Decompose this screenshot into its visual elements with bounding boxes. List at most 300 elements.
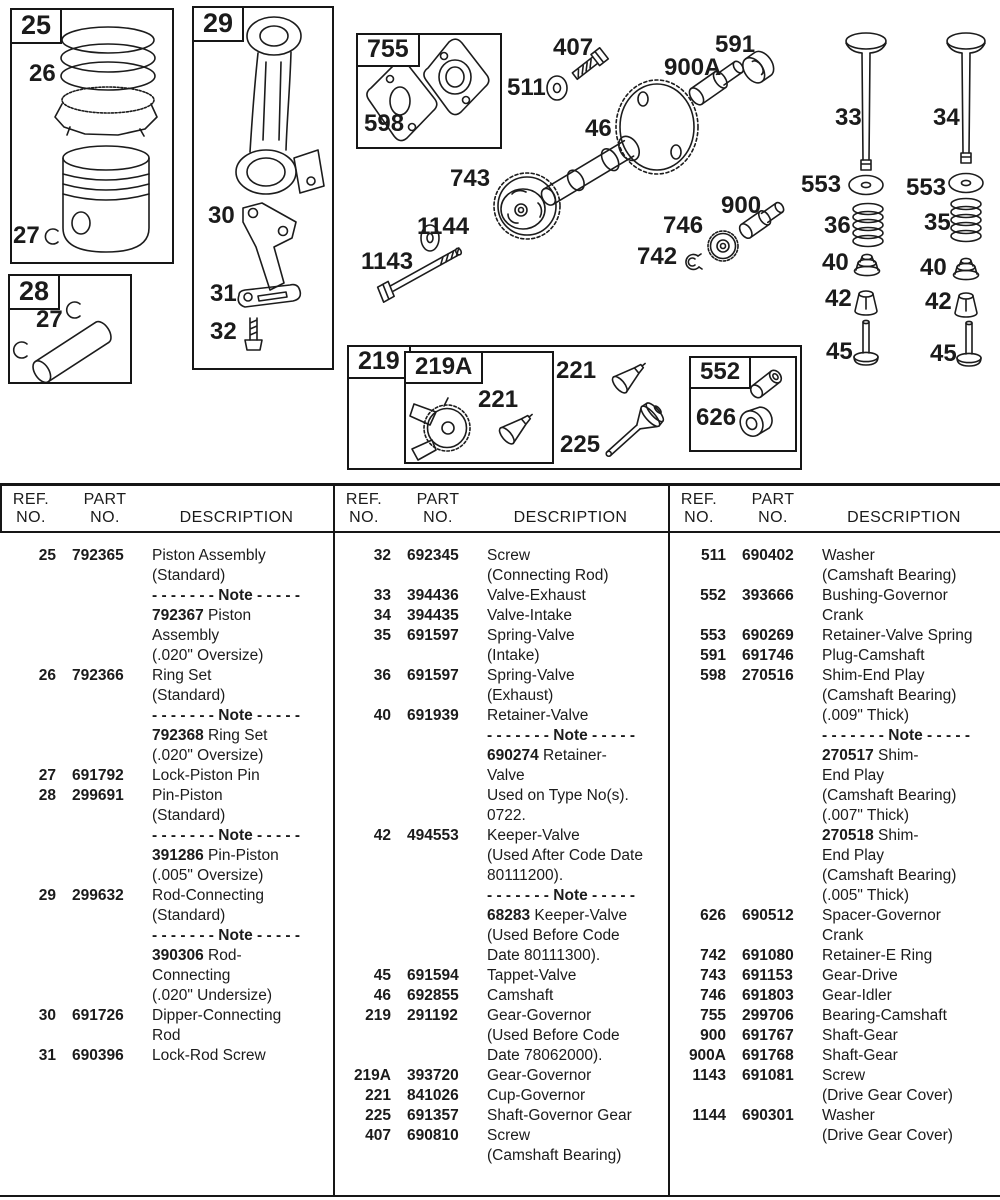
description-line: (Used Before Code [487, 927, 620, 944]
part-row-1144 [676, 1106, 1000, 1146]
table-column-body [670, 533, 1000, 1146]
description-line: Keeper-Valve [487, 827, 580, 844]
part-row-1143 [676, 1066, 1000, 1106]
description-line: Gear-Idler [822, 987, 892, 1004]
ref-no: 591 [700, 647, 726, 664]
part-no: 394435 [407, 607, 459, 624]
description-line: Piston Assembly [152, 547, 266, 564]
callout-box-28: 28 [8, 274, 60, 310]
description-line: (Standard) [152, 807, 226, 824]
part-description [487, 706, 668, 826]
ref-no: 900A [688, 1047, 726, 1064]
part-no: 690402 [742, 547, 794, 564]
part-no: 691597 [407, 627, 459, 644]
exhaust-valve-drawing [846, 33, 886, 170]
description-line: End Play [822, 847, 885, 864]
table-column-body [0, 533, 333, 1066]
part-no: 690512 [742, 907, 794, 924]
part-description [822, 546, 1000, 586]
part-no-header [70, 491, 140, 531]
callout-35: 35 [924, 209, 951, 236]
description-line: 80111200). [487, 867, 564, 884]
callout-407: 407 [553, 34, 594, 61]
part-no: 691357 [407, 1107, 459, 1124]
part-description [487, 966, 668, 986]
description-line: 792368 Ring Set [152, 727, 268, 744]
valve-retainer-drawing [855, 254, 979, 279]
description-line: 270517 Shim- [822, 747, 919, 764]
description-line: Gear-Governor [487, 1007, 592, 1024]
description-line: (Used Before Code [487, 1027, 620, 1044]
description-line: Gear-Drive [822, 967, 898, 984]
ref-no: 28 [38, 787, 56, 804]
part-row-46 [341, 986, 668, 1006]
callout-1144: 1144 [417, 213, 470, 240]
part-description [822, 646, 1000, 666]
callout-32: 32 [210, 318, 237, 345]
description-line: Date 78062000). [487, 1047, 603, 1064]
description-line: (Connecting Rod) [487, 567, 609, 584]
ref-no: 221 [365, 1087, 391, 1104]
description-line: - - - - - - - Note - - - - - [487, 727, 636, 744]
part-row-900A [676, 1046, 1000, 1066]
description-line: Lock-Piston Pin [152, 767, 260, 784]
part-row-221 [341, 1086, 668, 1106]
ref-no: 1143 [692, 1067, 726, 1084]
description-line: Valve-Exhaust [487, 587, 586, 604]
part-row-27 [6, 766, 333, 786]
description-line: Dipper-Connecting [152, 1007, 282, 1024]
description-line: 270518 Shim- [822, 827, 919, 844]
part-row-591 [676, 646, 1000, 666]
part-no: 299706 [742, 1007, 794, 1024]
description-line: - - - - - - - Note - - - - - [152, 927, 301, 944]
ref-no: 219A [353, 1067, 391, 1084]
callout-36: 36 [824, 212, 851, 239]
description-line: - - - - - - - Note - - - - - [152, 587, 301, 604]
part-description [487, 1006, 668, 1066]
part-no: 690810 [407, 1127, 459, 1144]
ref-no: 511 [700, 547, 726, 564]
description-line: Crank [822, 927, 864, 944]
part-no: 494553 [407, 827, 459, 844]
part-description [822, 666, 1000, 906]
part-description [822, 1046, 1000, 1066]
part-no: 792366 [72, 667, 124, 684]
description-line: - - - - - - - Note - - - - - [822, 727, 971, 744]
part-description [822, 986, 1000, 1006]
description-line: Spring-Valve [487, 627, 575, 644]
callout-42-right: 42 [925, 288, 952, 315]
part-description [822, 1066, 1000, 1106]
description-line: Rod-Connecting [152, 887, 265, 904]
part-row-29 [6, 886, 333, 1006]
description-line: Shaft-Gear [822, 1047, 898, 1064]
part-no: 691726 [72, 1007, 124, 1024]
callout-30: 30 [208, 202, 235, 229]
part-no: 691939 [407, 707, 459, 724]
part-header-line1: PART [751, 491, 795, 508]
part-description [487, 1086, 668, 1106]
description-line: Bushing-Governor [822, 587, 948, 604]
part-row-34 [341, 606, 668, 626]
exploded-parts-diagram [0, 0, 1000, 483]
part-row-626 [676, 906, 1000, 946]
description-line: Retainer-Valve Spring [822, 627, 973, 644]
part-no: 691080 [742, 947, 794, 964]
part-description [152, 786, 333, 886]
description-line: Screw [822, 1067, 866, 1084]
part-no: 691153 [742, 967, 793, 984]
table-column-2 [335, 486, 670, 1195]
callout-31: 31 [210, 280, 237, 307]
part-row-40 [341, 706, 668, 826]
part-row-743 [676, 966, 1000, 986]
part-description [152, 1006, 333, 1046]
callout-742: 742 [637, 243, 678, 270]
ref-no: 27 [38, 767, 56, 784]
part-row-219A [341, 1066, 668, 1086]
part-description [487, 826, 668, 966]
callout-27-piston: 27 [13, 222, 40, 249]
part-no: 691803 [742, 987, 794, 1004]
part-description [152, 766, 333, 786]
part-description [822, 586, 1000, 626]
part-header-line2: NO. [758, 509, 788, 526]
ref-no: 32 [373, 547, 391, 564]
description-line: Retainer-E Ring [822, 947, 933, 964]
part-no: 299632 [72, 887, 124, 904]
callout-746: 746 [663, 212, 704, 239]
ref-no: 225 [365, 1107, 391, 1124]
part-no: 690396 [72, 1047, 124, 1064]
part-no: 691768 [742, 1047, 794, 1064]
part-row-225 [341, 1106, 668, 1126]
callout-900A: 900A [664, 54, 722, 81]
description-line: Gear-Governor [487, 1067, 592, 1084]
part-description [822, 1106, 1000, 1146]
callout-45-right: 45 [930, 340, 957, 367]
part-no: 394436 [407, 587, 459, 604]
description-line: End Play [822, 767, 885, 784]
description-line: Used on Type No(s). [487, 787, 629, 804]
intake-valve-drawing [947, 33, 985, 163]
part-description [487, 546, 668, 586]
ref-no: 26 [38, 667, 56, 684]
ref-no: 553 [700, 627, 726, 644]
callout-743: 743 [450, 165, 491, 192]
ref-no: 552 [700, 587, 726, 604]
part-description [822, 1006, 1000, 1026]
ref-no: 743 [700, 967, 726, 984]
part-row-26 [6, 666, 333, 766]
part-row-900 [676, 1026, 1000, 1046]
part-row-746 [676, 986, 1000, 1006]
part-header-line2: NO. [90, 509, 120, 526]
part-no: 691792 [72, 767, 124, 784]
ref-header-line1: REF. [680, 491, 718, 508]
part-description [487, 1126, 668, 1166]
part-description [152, 666, 333, 766]
description-line: - - - - - - - Note - - - - - [487, 887, 636, 904]
part-no: 692345 [407, 547, 459, 564]
description-line: (Standard) [152, 687, 226, 704]
table-column-1 [0, 486, 335, 1195]
ref-no: 36 [373, 667, 391, 684]
ref-no: 746 [700, 987, 726, 1004]
valve-tappet-drawing [854, 320, 981, 366]
description-line: (Intake) [487, 647, 540, 664]
callout-626: 626 [696, 404, 737, 431]
callout-40-left: 40 [822, 249, 849, 276]
description-line: (Camshaft Bearing) [822, 687, 957, 704]
callout-42-left: 42 [825, 285, 852, 312]
part-no: 291192 [407, 1007, 458, 1024]
ref-no: 1144 [692, 1107, 726, 1124]
description-line: Shaft-Gear [822, 1027, 898, 1044]
ref-no: 900 [700, 1027, 726, 1044]
ref-no: 33 [373, 587, 391, 604]
ref-no-header [670, 491, 728, 531]
part-description [822, 906, 1000, 946]
callout-26: 26 [29, 60, 56, 87]
description-line: Screw [487, 547, 531, 564]
description-line: Valve [487, 767, 525, 784]
description-line: 792367 Piston [152, 607, 252, 624]
part-no: 690269 [742, 627, 794, 644]
ref-no: 42 [373, 827, 391, 844]
description-line: Valve-Intake [487, 607, 573, 624]
callout-box-755: 755 [356, 33, 420, 67]
description-line: (Camshaft Bearing) [487, 1147, 622, 1164]
ref-no: 46 [373, 987, 391, 1004]
camshaft-bearing-washer-drawing [547, 76, 567, 100]
part-row-33 [341, 586, 668, 606]
ref-no: 219 [365, 1007, 391, 1024]
description-line: Shaft-Governor Gear [487, 1107, 632, 1124]
description-line: - - - - - - - Note - - - - - [152, 707, 301, 724]
callout-45-left: 45 [826, 338, 853, 365]
description-line: (.009" Thick) [822, 707, 910, 724]
parts-table [0, 483, 1000, 1197]
ref-header-line2: NO. [349, 509, 379, 526]
description-line: (Camshaft Bearing) [822, 567, 957, 584]
table-column-body [335, 533, 668, 1166]
ref-header-line2: NO. [16, 509, 46, 526]
callout-1143: 1143 [361, 248, 414, 275]
part-description [822, 1026, 1000, 1046]
part-row-219 [341, 1006, 668, 1066]
description-line: Bearing-Camshaft [822, 1007, 947, 1024]
callout-221-outer: 221 [556, 357, 597, 384]
callout-553-right: 553 [906, 174, 947, 201]
group-box-28 [8, 274, 132, 384]
callout-553-left: 553 [801, 171, 842, 198]
description-header: DESCRIPTION [847, 509, 961, 526]
callout-591: 591 [715, 31, 756, 58]
callout-511: 511 [507, 74, 546, 101]
callout-box-219: 219 [347, 345, 411, 379]
ref-no: 407 [365, 1127, 391, 1144]
part-header-line1: PART [416, 491, 460, 508]
ref-no: 34 [373, 607, 391, 624]
ref-no: 40 [373, 707, 391, 724]
description-line: Rod [152, 1027, 181, 1044]
description-line: (Standard) [152, 907, 226, 924]
ref-no: 755 [700, 1007, 726, 1024]
part-description [822, 946, 1000, 966]
part-row-742 [676, 946, 1000, 966]
description-line: (.005" Oversize) [152, 867, 264, 884]
part-row-32 [341, 546, 668, 586]
idler-gear-drawing [708, 231, 738, 261]
ref-no: 25 [38, 547, 56, 564]
callout-33: 33 [835, 104, 862, 131]
description-line: (.020" Oversize) [152, 747, 264, 764]
part-row-36 [341, 666, 668, 706]
part-description [487, 626, 668, 666]
table-header [670, 486, 1000, 533]
part-no: 393666 [742, 587, 794, 604]
description-line: 0722. [487, 807, 526, 824]
group-box-29 [192, 6, 334, 370]
description-line: (Drive Gear Cover) [822, 1127, 953, 1144]
description-line: Camshaft [487, 987, 554, 1004]
description-header: DESCRIPTION [179, 509, 294, 526]
description-line: (Used After Code Date [487, 847, 643, 864]
callout-box-25: 25 [10, 8, 62, 44]
description-line: Ring Set [152, 667, 212, 684]
table-header [335, 486, 668, 533]
drive-gear-drawing [494, 173, 560, 239]
part-no: 299691 [72, 787, 124, 804]
part-no-header [738, 491, 808, 531]
callout-46: 46 [585, 115, 612, 142]
description-line: Assembly [152, 627, 220, 644]
valve-keeper-drawing [855, 288, 977, 317]
callout-225: 225 [560, 431, 601, 458]
ref-no-header [2, 491, 60, 531]
part-no: 692855 [407, 987, 459, 1004]
ref-no: 31 [38, 1047, 56, 1064]
part-no: 691081 [742, 1067, 794, 1084]
callout-box-552: 552 [689, 356, 751, 389]
description-line: Washer [822, 547, 875, 564]
description-line: Screw [487, 1127, 531, 1144]
part-description [487, 1066, 668, 1086]
description-line: (.020" Undersize) [152, 987, 273, 1004]
ref-no: 742 [700, 947, 726, 964]
part-no: 270516 [742, 667, 794, 684]
part-row-30 [6, 1006, 333, 1046]
ref-no: 30 [38, 1007, 56, 1024]
callout-box-219A: 219A [404, 351, 483, 384]
description-line: (Camshaft Bearing) [822, 787, 957, 804]
callout-221-inner: 221 [478, 386, 519, 413]
description-line: 390306 Rod- [152, 947, 242, 964]
part-description [822, 966, 1000, 986]
part-description [487, 586, 668, 606]
description-line: Spacer-Governor [822, 907, 941, 924]
ref-no: 35 [373, 627, 391, 644]
part-description [487, 986, 668, 1006]
part-description [152, 546, 333, 666]
part-row-511 [676, 546, 1000, 586]
description-line: (Camshaft Bearing) [822, 867, 957, 884]
part-no: 691597 [407, 667, 459, 684]
ref-header-line1: REF. [345, 491, 383, 508]
part-description [487, 606, 668, 626]
description-line: (Drive Gear Cover) [822, 1087, 953, 1104]
description-header: DESCRIPTION [513, 509, 628, 526]
description-line: Lock-Rod Screw [152, 1047, 266, 1064]
part-no: 792365 [72, 547, 124, 564]
table-header [0, 486, 333, 533]
ref-no-header [335, 491, 393, 531]
part-row-553 [676, 626, 1000, 646]
description-line: Pin-Piston [152, 787, 223, 804]
ref-header-line1: REF. [12, 491, 50, 508]
description-line: Tappet-Valve [487, 967, 577, 984]
description-line: Washer [822, 1107, 875, 1124]
ref-no: 626 [700, 907, 726, 924]
intake-valve-spring-drawing [951, 199, 981, 242]
part-row-407 [341, 1126, 668, 1166]
part-no: 691767 [742, 1027, 794, 1044]
part-description [822, 626, 1000, 646]
description-line: Shim-End Play [822, 667, 925, 684]
description-line: Crank [822, 607, 864, 624]
part-row-28 [6, 786, 333, 886]
description-line: 690274 Retainer- [487, 747, 607, 764]
description-line: Spring-Valve [487, 667, 575, 684]
part-description [487, 666, 668, 706]
exhaust-valve-spring-drawing [853, 204, 883, 247]
part-row-42 [341, 826, 668, 966]
part-row-35 [341, 626, 668, 666]
part-no-header [403, 491, 473, 531]
part-row-552 [676, 586, 1000, 626]
part-row-31 [6, 1046, 333, 1066]
description-line: (.007" Thick) [822, 807, 910, 824]
ref-no: 29 [38, 887, 56, 904]
description-line: (Standard) [152, 567, 226, 584]
description-line: (.005" Thick) [822, 887, 910, 904]
callout-27-pin: 27 [36, 306, 63, 333]
description-line: Date 80111300). [487, 947, 601, 964]
description-line: Cup-Governor [487, 1087, 586, 1104]
callout-900: 900 [721, 192, 762, 219]
callout-34: 34 [933, 104, 960, 131]
part-row-598 [676, 666, 1000, 906]
part-header-line2: NO. [423, 509, 453, 526]
part-description [152, 1046, 333, 1066]
part-description [152, 886, 333, 1006]
ref-no: 598 [700, 667, 726, 684]
part-row-25 [6, 546, 333, 666]
part-header-line1: PART [83, 491, 127, 508]
description-line: 391286 Pin-Piston [152, 847, 279, 864]
callout-40-right: 40 [920, 254, 947, 281]
part-description [487, 1106, 668, 1126]
part-no: 690301 [742, 1107, 794, 1124]
e-ring-drawing [686, 254, 702, 269]
part-no: 841026 [407, 1087, 459, 1104]
description-line: Retainer-Valve [487, 707, 589, 724]
description-line: 68283 Keeper-Valve [487, 907, 628, 924]
ref-no: 45 [373, 967, 391, 984]
description-line: - - - - - - - Note - - - - - [152, 827, 301, 844]
